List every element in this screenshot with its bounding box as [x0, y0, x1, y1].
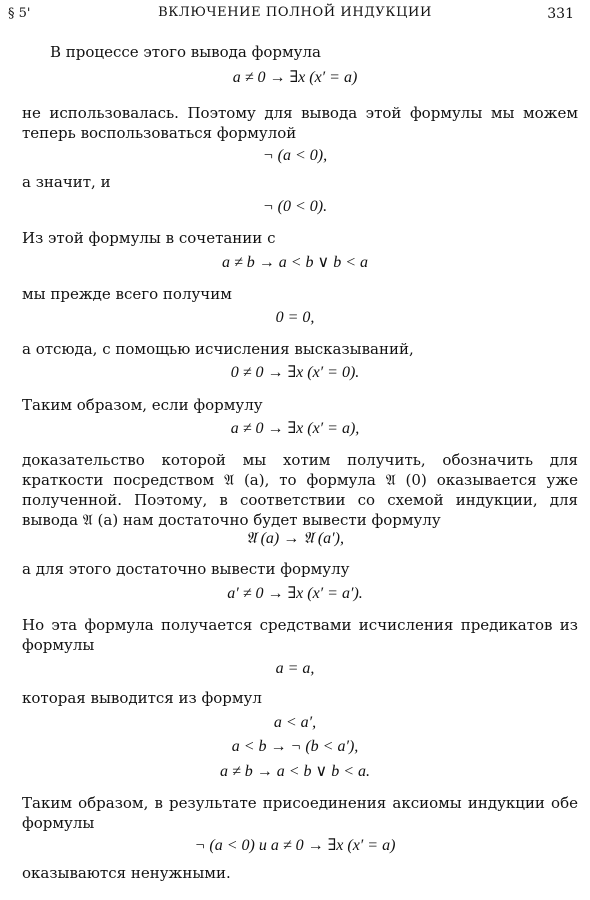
paragraph: а значит, и: [22, 173, 111, 191]
paragraph: доказательство которой мы хотим получить, обозначить для краткости посредством 𝔄 (a), то формула 𝔄 (0) оказывается уже полученной. Поэтому, в соответствии со схемой индукции, для вывода 𝔄 (a) нам достаточно будет вывести формулу: [22, 451, 578, 529]
page-number: 331: [547, 6, 574, 22]
formula: ¬ (a < 0) и a ≠ 0 → ∃x (x′ = a): [194, 837, 396, 854]
formula: ¬ (0 < 0).: [262, 198, 328, 215]
running-header-title: ВКЛЮЧЕНИЕ ПОЛНОЙ ИНДУКЦИИ: [158, 5, 432, 20]
formula: 0 = 0,: [275, 309, 315, 326]
formula: a < b → ¬ (b < a′),: [231, 738, 359, 755]
formula: a′ ≠ 0 → ∃x (x′ = a′).: [227, 585, 363, 602]
paragraph: а отсюда, с помощью исчисления высказываний,: [22, 340, 414, 358]
paragraph: оказываются ненужными.: [22, 864, 231, 882]
paragraph: Таким образом, если формулу: [22, 396, 263, 414]
formula: 𝔄 (a) → 𝔄 (a′),: [245, 530, 345, 547]
paragraph: Таким образом, в результате присоединения аксиомы индукции обе формулы: [22, 794, 578, 832]
paragraph: которая выводится из формул: [22, 689, 262, 707]
formula: a ≠ b → a < b ∨ b < a.: [219, 763, 371, 780]
paragraph: Из этой формулы в сочетании с: [22, 229, 276, 247]
section-marker: § 5': [8, 6, 31, 21]
paragraph: мы прежде всего получим: [22, 285, 232, 303]
formula: 0 ≠ 0 → ∃x (x′ = 0).: [230, 364, 360, 381]
formula: a ≠ 0 → ∃x (x′ = a),: [230, 420, 360, 437]
paragraph: Но эта формула получается средствами исчисления предикатов из формулы: [22, 616, 578, 654]
formula: a < a′,: [273, 714, 317, 731]
formula: a ≠ b → a < b ∨ b < a: [221, 254, 369, 271]
paragraph: а для этого достаточно вывести формулу: [22, 560, 350, 578]
formula: a = a,: [275, 660, 315, 677]
paragraph: В процессе этого вывода формула: [50, 43, 321, 61]
formula: a ≠ 0 → ∃x (x′ = a): [232, 69, 358, 86]
paragraph: не использовалась. Поэтому для вывода этой формулы мы можем теперь воспользоваться формулой: [22, 104, 578, 142]
formula: ¬ (a < 0),: [262, 147, 328, 164]
